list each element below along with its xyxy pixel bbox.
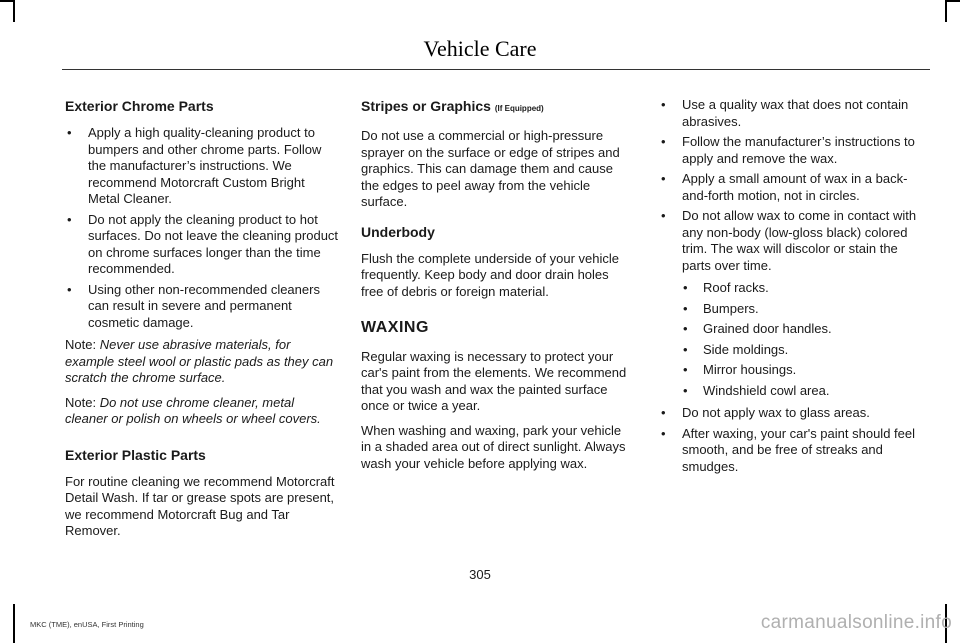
chapter-heading-waxing: WAXING — [361, 319, 429, 336]
body-paragraph: When washing and waxing, park your vehicle in a shaded area out of direct sunlight. Always wash your vehicle before applying wax. — [361, 422, 626, 471]
sub-list-item: • Roof racks. — [681, 280, 929, 297]
column-2 — [361, 97, 633, 480]
crop-mark — [945, 0, 947, 22]
crop-mark — [13, 604, 15, 643]
section-heading-exterior-chrome: Exterior Chrome Parts — [65, 98, 214, 114]
waxing-bullet-list-continued — [659, 405, 929, 475]
page-number: 305 — [469, 567, 491, 582]
list-item: • Do not apply wax to glass areas. — [659, 405, 929, 422]
watermark: carmanualsonline.info — [760, 612, 952, 633]
section-heading-underbody: Underbody — [361, 223, 435, 240]
sub-list-item: • Side moldings. — [681, 342, 929, 359]
footer-print-info: MKC (TME), enUSA, First Printing — [30, 620, 144, 629]
chrome-bullet-list — [65, 125, 339, 331]
body-paragraph: Flush the complete underside of your vehicle frequently. Keep body and door drain holes free of debris or foreign material. — [361, 250, 619, 299]
sub-list-item: • Windshield cowl area. — [681, 383, 929, 400]
sub-list-item: • Mirror housings. — [681, 362, 929, 379]
list-item: • Using other non-recommended cleaners can result in severe and permanent cosmetic damage. — [65, 282, 339, 332]
list-item: • After waxing, your car's paint should feel smooth, and be free of streaks and smudges. — [659, 426, 929, 476]
waxing-bullet-list — [659, 97, 929, 274]
page-header-title: Vehicle Care — [423, 36, 537, 61]
note-paragraph — [65, 337, 339, 387]
crop-mark — [0, 0, 14, 2]
note-label: Note: — [65, 394, 97, 410]
list-item: • Apply a small amount of wax in a back-and-forth motion, not in circles. — [659, 171, 929, 204]
note-label: Note: — [65, 337, 97, 352]
column-1 — [65, 97, 339, 548]
crop-mark — [946, 0, 960, 2]
list-item: • Apply a high quality-cleaning product to bumpers and other chrome parts. Follow the manufacturer’s instructions. We recommend Motorcraft Custom Bright Metal Cleaner. — [65, 125, 339, 208]
column-3 — [659, 97, 929, 481]
sub-list-item: • Bumpers. — [681, 301, 929, 318]
note-text: Do not use chrome cleaner, metal cleaner or polish on wheels or wheel covers. — [65, 394, 321, 426]
body-paragraph: For routine cleaning we recommend Motorcraft Detail Wash. If tar or grease spots are present, we recommend Motorcraft Bug and Tar Remover. — [65, 473, 335, 538]
note-paragraph — [65, 395, 339, 428]
body-paragraph: Do not use a commercial or high-pressure sprayer on the surface or edge of stripes and graphics. This can damage them and cause the edges to peel away from the vehicle surface. — [361, 128, 620, 209]
list-item: • Follow the manufacturer’s instructions to apply and remove the wax. — [659, 134, 929, 167]
trim-sub-list — [659, 280, 929, 399]
sub-list-item: • Grained door handles. — [681, 321, 929, 338]
heading-qualifier: (If Equipped) — [494, 104, 544, 113]
section-heading-stripes — [361, 97, 633, 118]
body-paragraph: Regular waxing is necessary to protect your car's paint from the elements. We recommend that you wash and wax the painted surface once or twice a year. — [361, 348, 627, 413]
list-item: • Do not apply the cleaning product to hot surfaces. Do not leave the cleaning product on chrome surfaces longer than the time recommended. — [65, 212, 339, 278]
crop-mark — [13, 0, 15, 22]
list-item: • Use a quality wax that does not contain abrasives. — [659, 97, 929, 130]
list-item: • Do not allow wax to come in contact with any non-body (low-gloss black) colored trim. The wax will discolor or stain the parts over time. — [659, 208, 929, 274]
heading-text: Stripes or Graphics — [361, 98, 491, 114]
note-text: Never use abrasive materials, for example steel wool or plastic pads as they can scratch the chrome surface. — [65, 337, 334, 385]
header-divider — [62, 69, 930, 70]
section-heading-exterior-plastic: Exterior Plastic Parts — [65, 446, 206, 463]
